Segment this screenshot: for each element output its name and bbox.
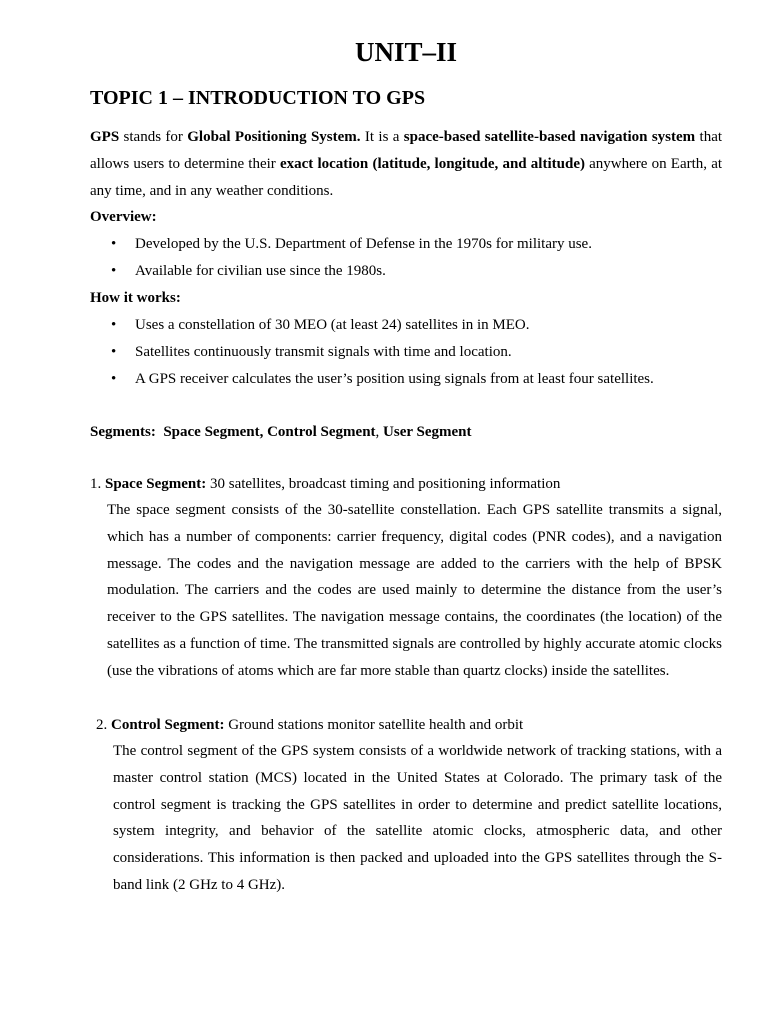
control-segment-body: The control segment of the GPS system consists of a worldwide network of tracking stations, with a master control station (MCS) located in the United States at Colorado. The primary task of the control segment is tracking the GPS satellites in order to determine and predict satellite locations, system integrity, and behavior of the satellite atomic clocks, atmospheric data, and other considerations. This information is then packed and uploaded into the GPS satellites through the S-band link (2 GHz to 4 GHz). <box>113 743 722 893</box>
intro-text: that allows users to determine their <box>90 129 723 172</box>
bullet-icon: • <box>111 343 117 360</box>
list-item <box>90 369 654 396</box>
bullet-icon: • <box>111 317 117 333</box>
topic-title: TOPIC 1 – INTRODUCTION TO GPS <box>90 87 426 109</box>
list-item <box>90 261 592 288</box>
intro-text: anywhere on Earth, at any time, and in any weather conditions. <box>90 155 723 199</box>
how-it-works-label: How it works: <box>90 290 181 306</box>
intro-paragraph <box>90 124 722 204</box>
bullet-icon: • <box>111 236 117 252</box>
list-item-text: Uses a constellation of 30 MEO (at least 24) satellites in in MEO. <box>135 317 530 333</box>
control-segment-number: 2. <box>96 717 108 733</box>
segments-comma: , <box>375 424 380 440</box>
list-item <box>90 315 654 342</box>
intro-gps-term: GPS <box>90 129 120 145</box>
list-item-text: Satellites continuously transmit signals with time and location. <box>135 343 512 360</box>
unit-title: UNIT–II <box>354 37 458 67</box>
intro-text: It is a <box>360 129 404 145</box>
space-segment-heading <box>90 474 560 494</box>
intro-text: stands for <box>119 129 188 145</box>
list-item-text: Developed by the U.S. Department of Defense in the 1970s for military use. <box>135 236 592 252</box>
segments-space: Space Segment, <box>163 424 264 440</box>
space-segment-number: 1. <box>90 476 102 492</box>
intro-location-term: exact location (latitude, longitude, and altitude) <box>279 155 585 172</box>
how-it-works-list <box>90 315 654 395</box>
space-segment-summary: 30 satellites, broadcast timing and positioning information <box>206 476 561 492</box>
space-segment-title: Space Segment: <box>105 476 207 492</box>
space-segment-body: The space segment consists of the 30-satellite constellation. Each GPS satellite transmits a signal, which has a number of components: carrier frequency, digital codes (PNR codes), and a navigation message. The codes and the navigation message are added to the carriers with the help of BPSK modulation. The carriers and the codes are used mainly to determine the distance from the user’s receiver to the GPS satellites. The navigation message contains, the coordinates (the location) of the satellites as a function of time. The transmitted signals are controlled by highly accurate atomic clocks (use the vibrations of atoms which are far more stable than quartz clocks) inside the satellites. <box>107 502 722 679</box>
bullet-icon: • <box>111 370 117 387</box>
control-segment-heading <box>96 715 523 735</box>
list-item-text: A GPS receiver calculates the user’s position using signals from at least four satellites. <box>135 370 654 387</box>
segments-control: Control Segment <box>267 424 376 440</box>
control-segment-summary: Ground stations monitor satellite health and orbit <box>224 717 524 733</box>
intro-gps-expansion: Global Positioning System. <box>187 129 361 145</box>
list-item-text: Available for civilian use since the 1980s. <box>135 262 386 279</box>
intro-system-type: space-based satellite-based navigation system <box>403 129 696 145</box>
segments-label: Segments: <box>90 424 156 440</box>
overview-label: Overview: <box>90 209 157 225</box>
list-item <box>90 342 654 369</box>
segments-line <box>90 422 472 442</box>
control-segment-title: Control Segment: <box>111 717 225 733</box>
segments-user: User Segment <box>383 424 472 440</box>
overview-list <box>90 234 592 288</box>
list-item <box>90 234 592 261</box>
bullet-icon: • <box>111 262 117 279</box>
